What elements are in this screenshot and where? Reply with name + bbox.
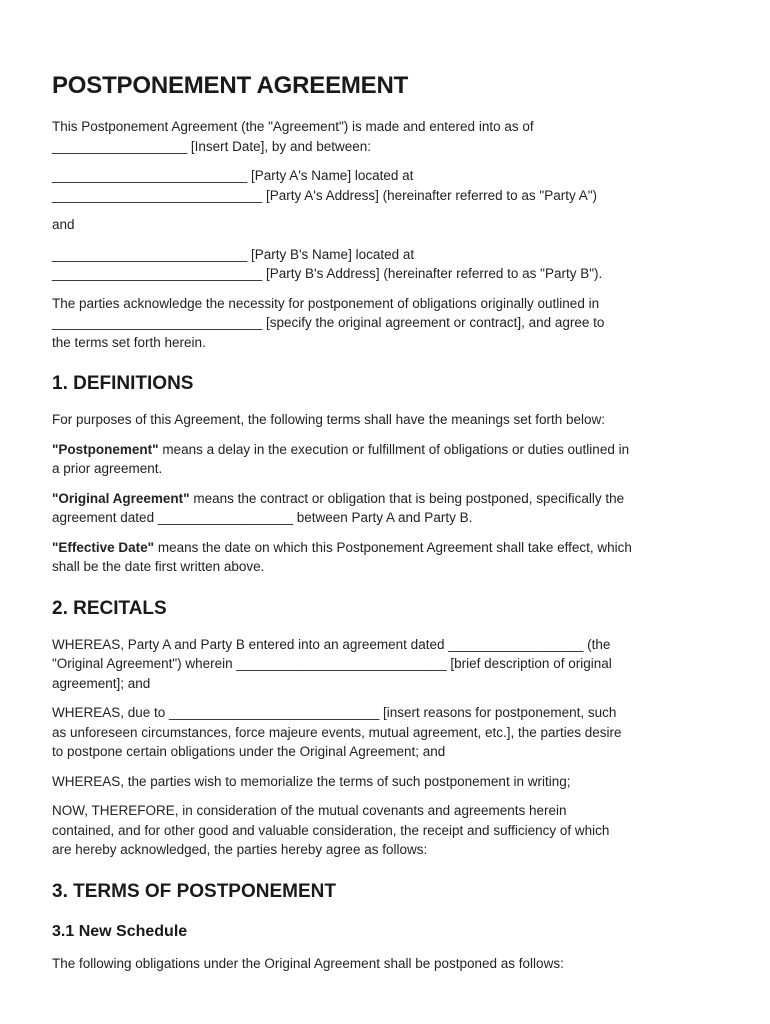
subsection-3-1-heading: 3.1 New Schedule: [52, 922, 188, 940]
definition-text-line-2: agreement dated __________________ between Party A and Party B.: [52, 510, 473, 525]
party-a-paragraph: [52, 166, 730, 205]
definition-term: "Effective Date": [52, 539, 155, 555]
recital-line-1: WHEREAS, Party A and Party B entered into an agreement dated __________________ (the: [52, 636, 611, 652]
definition-text-line-1: means the contract or obligation that is being postponed, specifically the: [189, 490, 625, 506]
definition-term: "Postponement": [52, 441, 159, 457]
acknowledge-line-1: The parties acknowledge the necessity for postponement of obligations originally outlined in: [52, 295, 600, 311]
party-a-line-1: __________________________ [Party A's Name] located at: [52, 168, 414, 183]
definition-text-line-1: means a delay in the execution or fulfillment of obligations or duties outlined in: [158, 441, 630, 457]
recital-line-3: are hereby acknowledged, the parties hereby agree as follows:: [52, 842, 428, 857]
definition-text-line-1: means the date on which this Postponement Agreement shall take effect, which: [154, 539, 632, 555]
party-b-paragraph: [52, 245, 730, 284]
section-1-heading: 1. DEFINITIONS: [52, 373, 194, 394]
party-b-line-1: __________________________ [Party B's Name] located at: [52, 246, 415, 262]
recital-line-2: as unforeseen circumstances, force majeure events, mutual agreement, etc.], the parties desire: [52, 724, 622, 740]
intro-line-2: __________________ [Insert Date], by and between:: [52, 138, 372, 154]
acknowledge-line-3: the terms set forth herein.: [52, 334, 206, 350]
recital-line-1: NOW, THEREFORE, in consideration of the mutual covenants and agreements herein: [52, 803, 567, 818]
recital-line-3: agreement]; and: [52, 675, 151, 691]
party-a-line-2: ____________________________ [Party A's Address] (hereinafter referred to as "Party A"): [52, 187, 598, 203]
definition-postponement: [52, 440, 730, 479]
recital-line-2: contained, and for other good and valuable consideration, the receipt and sufficiency of which: [52, 822, 610, 838]
definitions-intro: For purposes of this Agreement, the following terms shall have the meanings set forth below:: [52, 412, 606, 427]
intro-line-1: This Postponement Agreement (the "Agreement") is made and entered into as of: [52, 119, 534, 134]
definition-text-line-2: shall be the date first written above.: [52, 559, 265, 574]
schedule-intro: The following obligations under the Original Agreement shall be postponed as follows:: [52, 955, 564, 971]
and-paragraph: and: [52, 217, 75, 232]
intro-paragraph: [52, 117, 730, 156]
definition-term: "Original Agreement": [52, 490, 190, 506]
recital-whereas-2: [52, 703, 730, 762]
document-title: POSTPONEMENT AGREEMENT: [52, 72, 409, 99]
acknowledge-line-2: ____________________________ [specify the original agreement or contract], and agree to: [52, 315, 605, 330]
section-2-heading: 2. RECITALS: [52, 597, 167, 619]
acknowledge-paragraph: [52, 294, 730, 353]
section-3-heading: 3. TERMS OF POSTPONEMENT: [52, 880, 336, 902]
definition-text-line-2: a prior agreement.: [52, 461, 163, 476]
definition-effective-date: [52, 538, 730, 577]
recital-whereas-1: [52, 635, 730, 694]
recital-whereas-3: WHEREAS, the parties wish to memorialize the terms of such postponement in writing;: [52, 773, 571, 789]
recital-line-2: "Original Agreement") wherein ____________________________ [brief description of original: [52, 656, 612, 671]
recital-now-therefore: [52, 801, 730, 860]
definition-original-agreement: [52, 489, 730, 528]
recital-line-1: WHEREAS, due to ____________________________ [insert reasons for postponement, such: [52, 705, 617, 720]
recital-line-3: to postpone certain obligations under the Original Agreement; and: [52, 744, 446, 759]
party-b-line-2: ____________________________ [Party B's Address] (hereinafter referred to as "Party B").: [52, 266, 603, 281]
